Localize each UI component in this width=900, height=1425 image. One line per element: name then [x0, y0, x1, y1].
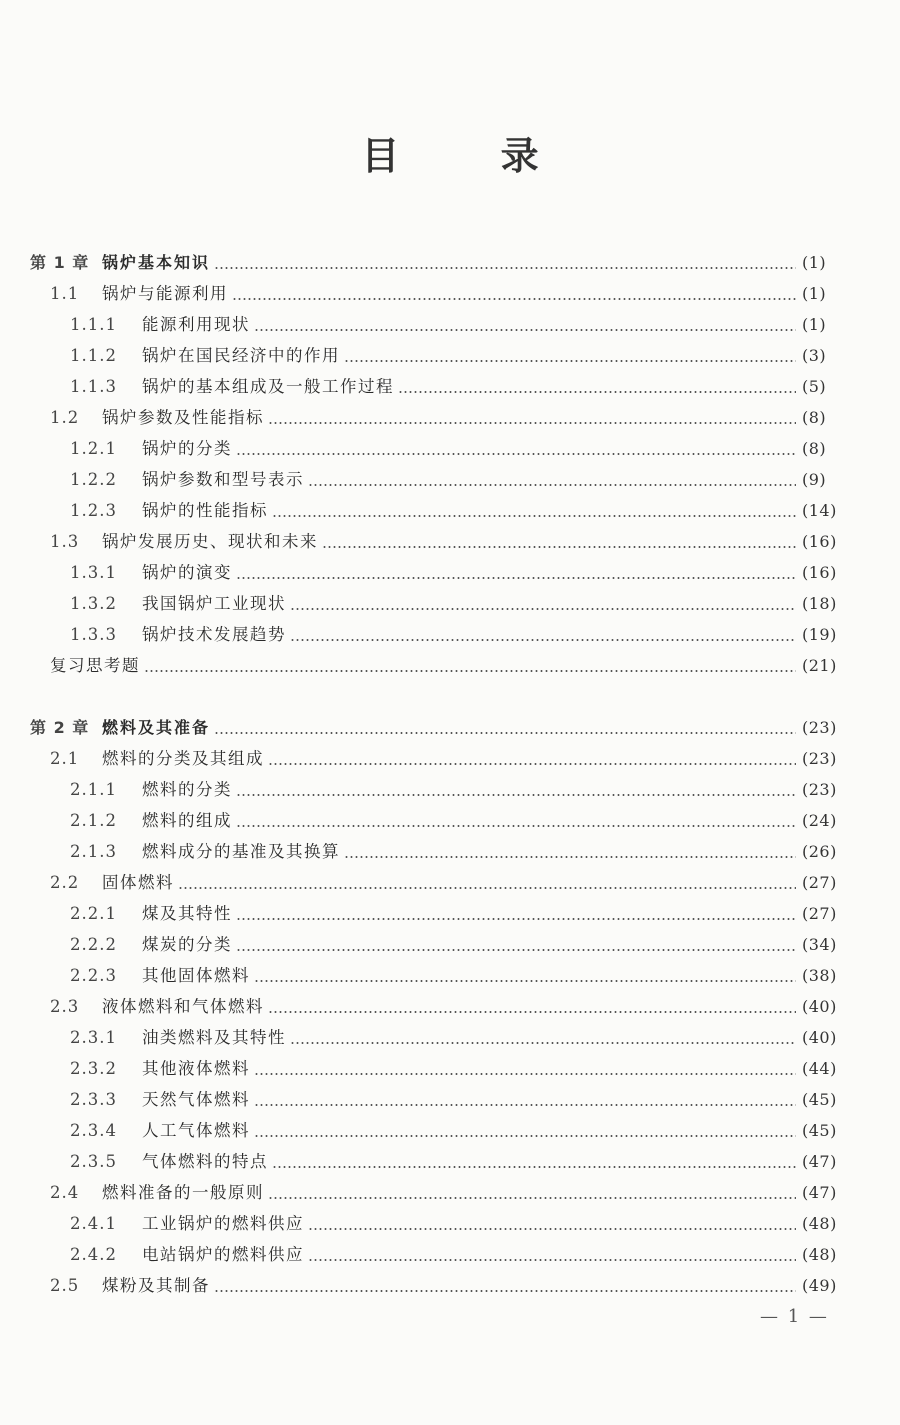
toc-number: 2.2.3 — [70, 966, 117, 985]
dot-leader — [290, 639, 796, 641]
dot-leader — [398, 391, 796, 393]
toc-page-number: (1) — [802, 284, 827, 303]
toc-subsection-entry[interactable] — [0, 932, 900, 958]
toc-subsection-entry[interactable] — [0, 1056, 900, 1082]
toc-number: 2.3.3 — [70, 1090, 117, 1109]
toc-number: 2.4 — [50, 1183, 80, 1202]
toc-title: 我国锅炉工业现状 — [142, 594, 286, 613]
dot-leader — [254, 1135, 796, 1137]
toc-number: 1.1.3 — [70, 377, 117, 396]
toc-number: 1.3.1 — [70, 563, 117, 582]
toc-title: 燃料的组成 — [142, 811, 232, 830]
toc-number: 2.2.2 — [70, 935, 117, 954]
toc-page-number: (1) — [802, 253, 827, 272]
toc-page-number: (47) — [802, 1152, 837, 1171]
toc-subsection-entry[interactable] — [0, 622, 900, 648]
toc-number: 2.2.1 — [70, 904, 117, 923]
dot-leader — [236, 453, 796, 455]
dot-leader — [290, 608, 796, 610]
toc-number: 1.1.1 — [70, 315, 117, 334]
dot-leader — [268, 422, 796, 424]
toc-page-number: (48) — [802, 1245, 837, 1264]
toc-subsection-entry[interactable] — [0, 374, 900, 400]
toc-title: 锅炉的演变 — [142, 563, 232, 582]
toc-number: 1.3.2 — [70, 594, 117, 613]
toc-page-number: (16) — [802, 532, 837, 551]
dot-leader — [214, 732, 796, 734]
toc-page-number: (19) — [802, 625, 837, 644]
toc-title: 燃料准备的一般原则 — [102, 1183, 264, 1202]
toc-title: 锅炉的基本组成及一般工作过程 — [142, 377, 394, 396]
toc-number: 2.3.5 — [70, 1152, 117, 1171]
toc-title: 煤及其特性 — [142, 904, 232, 923]
toc-subsection-entry[interactable] — [0, 1211, 900, 1237]
toc-subsection-entry[interactable] — [0, 312, 900, 338]
dot-leader — [344, 856, 796, 858]
toc-section-entry[interactable] — [0, 1180, 900, 1206]
toc-title: 油类燃料及其特性 — [142, 1028, 286, 1047]
toc-title: 锅炉发展历史、现状和未来 — [102, 532, 318, 551]
toc-number: 2.3 — [50, 997, 80, 1016]
toc-page-number: (45) — [802, 1121, 837, 1140]
toc-subsection-entry[interactable] — [0, 901, 900, 927]
toc-title: 气体燃料的特点 — [142, 1152, 268, 1171]
toc-page-number: (45) — [802, 1090, 837, 1109]
toc-subsection-entry[interactable] — [0, 1118, 900, 1144]
toc-title: 锅炉的分类 — [142, 439, 232, 458]
dot-leader — [214, 267, 796, 269]
toc-title: 锅炉在国民经济中的作用 — [142, 346, 340, 365]
dot-leader — [272, 515, 796, 517]
toc-number: 2.3.4 — [70, 1121, 117, 1140]
toc-section-entry[interactable] — [0, 746, 900, 772]
toc-page-number: (34) — [802, 935, 837, 954]
toc-page-number: (44) — [802, 1059, 837, 1078]
toc-subsection-entry[interactable] — [0, 963, 900, 989]
toc-subsection-entry[interactable] — [0, 467, 900, 493]
toc-subsection-entry[interactable] — [0, 1025, 900, 1051]
dot-leader — [268, 1011, 796, 1013]
toc-number: 2.1.2 — [70, 811, 117, 830]
toc-title: 复习思考题 — [50, 656, 140, 675]
dot-leader — [308, 484, 796, 486]
toc-page-number: (23) — [802, 749, 837, 768]
toc-subsection-entry[interactable] — [0, 1087, 900, 1113]
page-title: 目 录 — [361, 134, 583, 178]
dot-leader — [322, 546, 796, 548]
toc-title: 能源利用现状 — [142, 315, 250, 334]
toc-title: 天然气体燃料 — [142, 1090, 250, 1109]
toc-page-number: (40) — [802, 997, 837, 1016]
toc-page-number: (8) — [802, 439, 827, 458]
toc-subsection-entry[interactable] — [0, 777, 900, 803]
toc-number: 1.2.1 — [70, 439, 117, 458]
toc-number: 1.1 — [50, 284, 80, 303]
dot-leader — [308, 1259, 796, 1261]
toc-number: 2.2 — [50, 873, 80, 892]
toc-page-number: (3) — [802, 346, 827, 365]
dot-leader — [308, 1228, 796, 1230]
toc-title: 煤粉及其制备 — [102, 1276, 210, 1295]
toc-number: 1.1.2 — [70, 346, 117, 365]
toc-page-number: (38) — [802, 966, 837, 985]
dot-leader — [236, 794, 796, 796]
toc-page-number: (27) — [802, 873, 837, 892]
toc-title: 其他液体燃料 — [142, 1059, 250, 1078]
toc-number: 2.4.1 — [70, 1214, 117, 1233]
toc-page-number: (48) — [802, 1214, 837, 1233]
toc-number: 1.2.2 — [70, 470, 117, 489]
dot-leader — [254, 980, 796, 982]
toc-subsection-entry[interactable] — [0, 560, 900, 586]
toc-section-entry[interactable] — [0, 529, 900, 555]
toc-page-number: (23) — [802, 780, 837, 799]
toc-title: 锅炉技术发展趋势 — [142, 625, 286, 644]
toc-number: 第 1 章 — [30, 253, 90, 272]
toc-title: 液体燃料和气体燃料 — [102, 997, 264, 1016]
toc-title: 人工气体燃料 — [142, 1121, 250, 1140]
toc-number: 1.2.3 — [70, 501, 117, 520]
toc-chapter-entry[interactable] — [0, 250, 900, 276]
dot-leader — [254, 1104, 796, 1106]
dot-leader — [214, 1290, 796, 1292]
toc-subsection-entry[interactable] — [0, 498, 900, 524]
toc-number: 2.3.2 — [70, 1059, 117, 1078]
toc-title: 煤炭的分类 — [142, 935, 232, 954]
dot-leader — [254, 329, 796, 331]
toc-page-number: (14) — [802, 501, 837, 520]
toc-number: 2.4.2 — [70, 1245, 117, 1264]
toc-section-entry[interactable] — [0, 1273, 900, 1299]
toc-title: 锅炉的性能指标 — [142, 501, 268, 520]
toc-number: 2.3.1 — [70, 1028, 117, 1047]
toc-number: 1.2 — [50, 408, 80, 427]
toc-title: 锅炉参数和型号表示 — [142, 470, 304, 489]
toc-page-number: (21) — [802, 656, 837, 675]
toc-section-entry[interactable] — [0, 870, 900, 896]
toc-number: 2.1 — [50, 749, 80, 768]
toc-page-number: (26) — [802, 842, 837, 861]
toc-chapter-entry[interactable] — [0, 715, 900, 741]
toc-title: 电站锅炉的燃料供应 — [142, 1245, 304, 1264]
toc-subsection-entry[interactable] — [0, 808, 900, 834]
toc-title: 燃料成分的基准及其换算 — [142, 842, 340, 861]
toc-number: 1.3.3 — [70, 625, 117, 644]
dot-leader — [268, 763, 796, 765]
dot-leader — [236, 949, 796, 951]
dot-leader — [144, 670, 796, 672]
toc-page-number: (9) — [802, 470, 827, 489]
toc-title: 锅炉与能源利用 — [102, 284, 228, 303]
toc-number: 第 2 章 — [30, 718, 90, 737]
toc-page-number: (49) — [802, 1276, 837, 1295]
toc-subsection-entry[interactable] — [0, 1242, 900, 1268]
toc-section-entry[interactable] — [0, 281, 900, 307]
dot-leader — [236, 577, 796, 579]
toc-title: 工业锅炉的燃料供应 — [142, 1214, 304, 1233]
toc-page-number: (23) — [802, 718, 837, 737]
toc-page-number: (18) — [802, 594, 837, 613]
toc-subsection-entry[interactable] — [0, 343, 900, 369]
toc-number: 2.1.3 — [70, 842, 117, 861]
toc-page-number: (16) — [802, 563, 837, 582]
toc-page-number: (40) — [802, 1028, 837, 1047]
dot-leader — [272, 1166, 796, 1168]
toc-page-number: (27) — [802, 904, 837, 923]
toc-page-number: (24) — [802, 811, 837, 830]
toc-section-entry[interactable] — [0, 653, 900, 679]
dot-leader — [236, 825, 796, 827]
toc-number: 2.5 — [50, 1276, 80, 1295]
toc-section-entry[interactable] — [0, 405, 900, 431]
toc-title: 固体燃料 — [102, 873, 174, 892]
toc-page-number: (8) — [802, 408, 827, 427]
toc-subsection-entry[interactable] — [0, 839, 900, 865]
dot-leader — [268, 1197, 796, 1199]
toc-page-number: (47) — [802, 1183, 837, 1202]
toc-subsection-entry[interactable] — [0, 436, 900, 462]
toc-title: 燃料的分类 — [142, 780, 232, 799]
toc-page-number: (1) — [802, 315, 827, 334]
dot-leader — [344, 360, 796, 362]
dot-leader — [290, 1042, 796, 1044]
toc-title: 其他固体燃料 — [142, 966, 250, 985]
dot-leader — [178, 887, 796, 889]
dot-leader — [232, 298, 796, 300]
page-number: — 1 — — [760, 1306, 829, 1327]
toc-number: 2.1.1 — [70, 780, 117, 799]
dot-leader — [254, 1073, 796, 1075]
dot-leader — [236, 918, 796, 920]
toc-section-entry[interactable] — [0, 994, 900, 1020]
toc-page-number: (5) — [802, 377, 827, 396]
toc-title: 锅炉参数及性能指标 — [102, 408, 264, 427]
toc-title: 燃料及其准备 — [102, 718, 211, 737]
toc-title: 燃料的分类及其组成 — [102, 749, 264, 768]
toc-subsection-entry[interactable] — [0, 591, 900, 617]
toc-number: 1.3 — [50, 532, 80, 551]
toc-subsection-entry[interactable] — [0, 1149, 900, 1175]
toc-title: 锅炉基本知识 — [102, 253, 211, 272]
